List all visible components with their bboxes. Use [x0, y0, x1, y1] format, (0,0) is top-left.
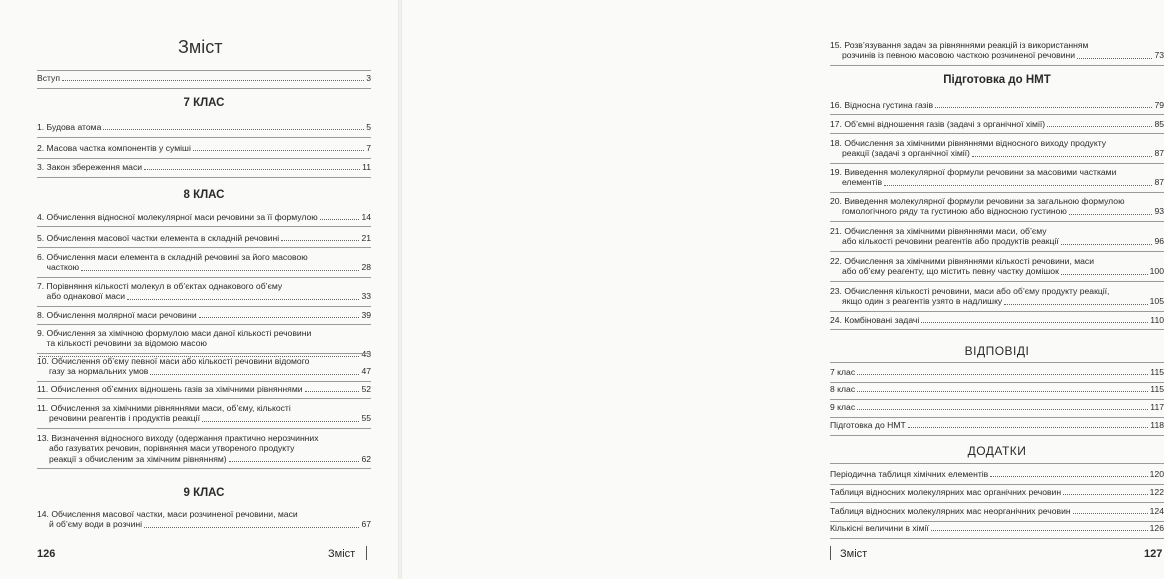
toc-entry-line [830, 119, 1164, 129]
toc-entry-text: 3. Закон збереження маси [37, 162, 143, 172]
toc-entry-text: або газуватих речовин, порівняння маси утвореного продукту [37, 443, 295, 454]
toc-entry-line [37, 143, 371, 153]
toc-entry-line [830, 100, 1164, 110]
toc-entry-text: газу за нормальних умов [37, 366, 149, 377]
footer-divider-right [830, 546, 831, 560]
page-number-right: 127 [1144, 548, 1163, 560]
toc-entry-text: часткою [37, 262, 80, 273]
divider-line [830, 133, 1164, 134]
toc-entry[interactable] [830, 167, 1164, 188]
toc-entry[interactable] [37, 252, 371, 273]
divider-line [830, 311, 1164, 312]
divider-line [37, 428, 371, 429]
toc-page-number: 124 [1149, 506, 1164, 516]
toc-entry-text: речовини реагентів і продуктів реакції [37, 413, 200, 424]
toc-page-number: 7 [366, 143, 371, 153]
toc-page-number: 126 [1149, 523, 1164, 533]
toc-entry-line [37, 291, 371, 301]
toc-entry-text: 10. Обчислення об’єму певної маси або кількості речовини відомого [37, 356, 310, 366]
toc-entry[interactable] [830, 402, 1164, 412]
dot-leader [857, 409, 1148, 410]
divider-line [37, 88, 371, 89]
toc-entry[interactable] [830, 487, 1164, 497]
footer-label-right: Зміст [840, 548, 868, 560]
toc-page-number: 96 [1154, 236, 1164, 247]
right-page [400, 0, 1164, 579]
toc-page-number: 120 [1149, 469, 1164, 479]
toc-entry-text: 11. Обчислення об’ємних відношень газів за хімічними рівняннями [37, 384, 303, 394]
toc-entry-line [830, 384, 1164, 394]
toc-entry[interactable] [830, 196, 1164, 217]
toc-entry-line [830, 487, 1164, 497]
toc-entry[interactable] [37, 384, 371, 394]
section-heading: ВІДПОВІДІ [964, 344, 1030, 358]
toc-page-number: 28 [361, 262, 371, 273]
dot-leader [1069, 214, 1153, 215]
footer-divider-left [366, 546, 367, 560]
dot-leader [1047, 126, 1152, 127]
divider-line [830, 521, 1164, 522]
dot-leader [921, 322, 1148, 323]
toc-entry-line [830, 266, 1164, 276]
dot-leader [281, 240, 359, 241]
toc-page-number: 11 [362, 162, 371, 172]
toc-entry-line [37, 519, 371, 529]
divider-line [830, 382, 1164, 383]
toc-entry-line [830, 296, 1164, 306]
toc-entry-text: та кількості речовини за відомою масою [37, 338, 207, 349]
dot-leader [884, 185, 1152, 186]
divider-line [830, 65, 1164, 66]
toc-entry[interactable] [830, 286, 1164, 307]
dot-leader [150, 374, 359, 375]
toc-entry-line [830, 236, 1164, 246]
dot-leader [931, 530, 1148, 531]
toc-entry-text: й об’єму води в розчині [37, 519, 143, 530]
page-title: Зміст [178, 37, 223, 57]
toc-entry-line [830, 420, 1164, 430]
toc-page-number: 67 [361, 519, 371, 530]
footer-label-left: Зміст [328, 548, 356, 560]
toc-entry-text: реакції (задачі з органічної хімії) [830, 148, 970, 159]
dot-leader [1073, 513, 1148, 514]
toc-entry-text: 11. Обчислення за хімічними рівняннями маси, об’єму, кількості [37, 403, 291, 413]
toc-entry[interactable] [830, 315, 1164, 325]
toc-entry-text: 7 клас [830, 367, 856, 377]
toc-entry-text: 24. Комбіновані задачі [830, 315, 920, 325]
toc-entry[interactable] [830, 506, 1164, 516]
toc-entry[interactable] [830, 469, 1164, 479]
dot-leader [127, 299, 359, 300]
toc-entry-line [830, 315, 1164, 325]
toc-entry-text: Підготовка до НМТ [830, 420, 906, 430]
toc-entry-line [830, 469, 1164, 479]
toc-entry-line [37, 212, 371, 222]
toc-entry-line [37, 162, 371, 172]
toc-page-number: 39 [361, 310, 371, 320]
toc-entry-line [37, 384, 371, 394]
divider-line [830, 417, 1164, 418]
toc-page-number: 110 [1150, 315, 1164, 325]
divider-line [37, 70, 371, 71]
toc-page-number: 100 [1149, 266, 1164, 277]
divider-line [830, 484, 1164, 485]
toc-entry[interactable] [830, 523, 1164, 533]
toc-entry[interactable] [830, 420, 1164, 430]
dot-leader [144, 169, 360, 170]
toc-page-number: 85 [1154, 119, 1164, 129]
toc-entry-line [37, 310, 371, 320]
dot-leader [81, 270, 359, 271]
toc-entry-line [830, 177, 1164, 187]
section-heading: Підготовка до НМТ [943, 74, 1051, 86]
toc-entry-text: реакції з обчисленим за хімічним рівнянням) [37, 453, 227, 464]
toc-page-number: 118 [1150, 420, 1164, 430]
toc-entry-text: Таблиця відносних молекулярних мас неорганічних речовин [830, 506, 1071, 516]
toc-entry[interactable] [830, 100, 1164, 110]
toc-entry[interactable] [37, 73, 371, 83]
toc-page-number: 52 [361, 384, 371, 394]
toc-entry[interactable] [37, 162, 371, 172]
dot-leader [144, 527, 359, 528]
dot-leader [1063, 494, 1148, 495]
dot-leader [990, 476, 1147, 477]
page-number-left: 126 [37, 548, 56, 560]
toc-entry-line [830, 506, 1164, 516]
divider-line [830, 251, 1164, 252]
dot-leader [62, 80, 364, 81]
divider-line [37, 324, 371, 325]
toc-page-number: 62 [361, 453, 371, 464]
divider-line [37, 177, 371, 178]
toc-entry-line [830, 206, 1164, 216]
toc-page-number: 21 [361, 233, 371, 243]
dot-leader [103, 129, 364, 130]
toc-entry-text: 14. Обчислення масової частки, маси розчиненої речовини, маси [37, 509, 298, 519]
divider-line [37, 306, 371, 307]
toc-entry[interactable] [37, 233, 371, 243]
divider-line [37, 158, 371, 159]
toc-page-number: 3 [366, 73, 371, 83]
toc-entry-text: 6. Обчислення маси елемента в складній речовині за його масовою [37, 252, 308, 262]
divider-line [830, 538, 1164, 539]
divider-line [37, 277, 371, 278]
toc-entry[interactable] [830, 226, 1164, 247]
toc-page-number: 5 [366, 122, 371, 132]
divider-line [830, 281, 1164, 282]
toc-entry-line [37, 366, 371, 376]
divider-line [37, 247, 371, 248]
toc-entry[interactable] [37, 509, 371, 530]
toc-entry-text: елементів [830, 177, 883, 188]
toc-entry-line [830, 50, 1164, 60]
dot-leader [857, 391, 1148, 392]
toc-page-number: 105 [1149, 296, 1164, 307]
toc-page-number: 33 [361, 291, 371, 302]
divider-line [37, 137, 371, 138]
dot-leader [972, 156, 1153, 157]
toc-entry-text: або кількості речовини реагентів або продуктів реакції [830, 236, 1059, 247]
toc-entry-line [37, 262, 371, 272]
divider-line [37, 398, 371, 399]
toc-entry[interactable] [37, 356, 371, 377]
divider-line [830, 502, 1164, 503]
toc-entry-text: 9 клас [830, 402, 856, 412]
toc-entry-text: якщо один з реагентів узято в надлишку [830, 296, 1003, 307]
toc-entry-text: 23. Обчислення кількості речовини, маси або об’єму продукту реакції, [830, 286, 1110, 296]
divider-line [830, 435, 1164, 436]
toc-page-number: 122 [1149, 487, 1164, 497]
divider-line [830, 221, 1164, 222]
dot-leader [908, 427, 1149, 428]
divider-line [37, 226, 371, 227]
toc-entry[interactable] [37, 281, 371, 302]
section-heading: 7 КЛАС [183, 97, 225, 109]
dot-leader [229, 461, 360, 462]
divider-line [830, 463, 1164, 464]
section-heading: ДОДАТКИ [967, 444, 1027, 458]
toc-entry-text: 2. Масова частка компонентів у суміші [37, 143, 191, 153]
dot-leader [1061, 274, 1148, 275]
toc-entry-text: розчинів із певною масовою часткою розчиненої речовини [830, 50, 1076, 61]
toc-entry-line [37, 73, 371, 83]
toc-entry-text: 1. Будова атома [37, 122, 102, 132]
toc-entry-line [830, 367, 1164, 377]
toc-entry-text: 21. Обчислення за хімічними рівняннями маси, об’єму [830, 226, 1047, 236]
toc-page-number: 14 [361, 212, 371, 222]
toc-entry[interactable] [37, 122, 371, 132]
toc-entry[interactable] [37, 328, 371, 359]
toc-page-number: 73 [1154, 50, 1164, 61]
toc-page-number: 79 [1154, 100, 1164, 110]
toc-entry-line [830, 523, 1164, 533]
toc-page-number: 115 [1150, 384, 1164, 394]
toc-entry-text: Вступ [37, 73, 61, 83]
dot-leader [199, 317, 360, 318]
dot-leader [1061, 244, 1153, 245]
toc-page-number: 115 [1150, 367, 1164, 377]
dot-leader [320, 219, 360, 220]
toc-entry-line [37, 413, 371, 423]
toc-entry-text: 18. Обчислення за хімічними рівняннями відносного виходу продукту [830, 138, 1107, 148]
divider-line [830, 114, 1164, 115]
toc-entry-line [37, 454, 371, 464]
toc-entry-text: 7. Порівняння кількості молекул в об’єктах однакового об’єму [37, 281, 283, 291]
dot-leader [1004, 304, 1147, 305]
toc-entry-text: 5. Обчислення масової частки елемента в складній речовині [37, 233, 280, 243]
left-page [0, 0, 400, 579]
toc-entry[interactable] [37, 212, 371, 222]
divider-line [830, 163, 1164, 164]
section-heading: 8 КЛАС [183, 189, 225, 201]
toc-entry-text: або однакової маси [37, 291, 125, 302]
toc-page-number: 117 [1150, 402, 1164, 412]
toc-entry-text: 9. Обчислення за хімічною формулою маси даної кількості речовини [37, 328, 312, 338]
toc-entry-line [37, 233, 371, 243]
divider-line [37, 353, 371, 354]
toc-entry[interactable] [830, 119, 1164, 129]
divider-line [37, 381, 371, 382]
toc-page-number: 55 [361, 413, 371, 424]
toc-entry-text: 19. Виведення молекулярної формули речовини за масовими частками [830, 167, 1117, 177]
divider-line [830, 192, 1164, 193]
divider-line [830, 399, 1164, 400]
toc-entry-text: 17. Об’ємні відношення газів (задачі з органічної хімії) [830, 119, 1046, 129]
toc-entry-text: Кількісні величини в хімії [830, 523, 929, 533]
toc-entry[interactable] [830, 384, 1164, 394]
toc-entry[interactable] [37, 143, 371, 153]
toc-entry-text: 4. Обчислення відносної молекулярної маси речовини за її формулою [37, 212, 318, 222]
toc-entry-text: 8 клас [830, 384, 856, 394]
toc-page-number: 93 [1154, 206, 1164, 217]
toc-entry-text: 15. Розв’язування задач за рівняннями реакцій із використанням [830, 40, 1089, 50]
toc-entry-text: 22. Обчислення за хімічними рівняннями кількості речовини, маси [830, 256, 1095, 266]
dot-leader [202, 421, 359, 422]
toc-entry[interactable] [37, 433, 371, 464]
dot-leader [1077, 58, 1152, 59]
dot-leader [935, 107, 1152, 108]
toc-entry-text: Періодична таблиця хімічних елементів [830, 469, 989, 479]
toc-entry[interactable] [830, 367, 1164, 377]
toc-entry[interactable] [830, 40, 1164, 61]
toc-entry-text: 16. Відносна густина газів [830, 100, 934, 110]
section-heading: 9 КЛАС [183, 487, 225, 499]
toc-entry-line [830, 148, 1164, 158]
toc-page-number: 43 [361, 348, 371, 359]
divider-line [830, 329, 1164, 330]
toc-entry-text: Таблиця відносних молекулярних мас органічних речовин [830, 487, 1062, 497]
toc-entry[interactable] [830, 256, 1164, 277]
toc-page-number: 87 [1154, 177, 1164, 188]
toc-page-number: 87 [1154, 148, 1164, 159]
toc-entry-text: гомологічного ряду та густиною або відносною густиною [830, 206, 1067, 217]
toc-entry-text: 20. Виведення молекулярної формули речовини за загальною формулою [830, 196, 1125, 206]
dot-leader [305, 391, 360, 392]
toc-entry-line [37, 122, 371, 132]
toc-entry-text: 13. Визначення відносного виходу (одержання практично нерозчинних [37, 433, 319, 443]
toc-entry-line [830, 402, 1164, 412]
dot-leader [857, 374, 1148, 375]
toc-page-number: 47 [361, 366, 371, 377]
divider-line [830, 362, 1164, 363]
toc-entry[interactable] [37, 310, 371, 320]
toc-entry-text: 8. Обчислення молярної маси речовини [37, 310, 197, 320]
divider-line [37, 468, 371, 469]
toc-entry-text: або об’єму реагенту, що містить певну частку домішок [830, 266, 1059, 277]
toc-entry[interactable] [830, 138, 1164, 159]
toc-entry[interactable] [37, 403, 371, 424]
dot-leader [193, 150, 364, 151]
